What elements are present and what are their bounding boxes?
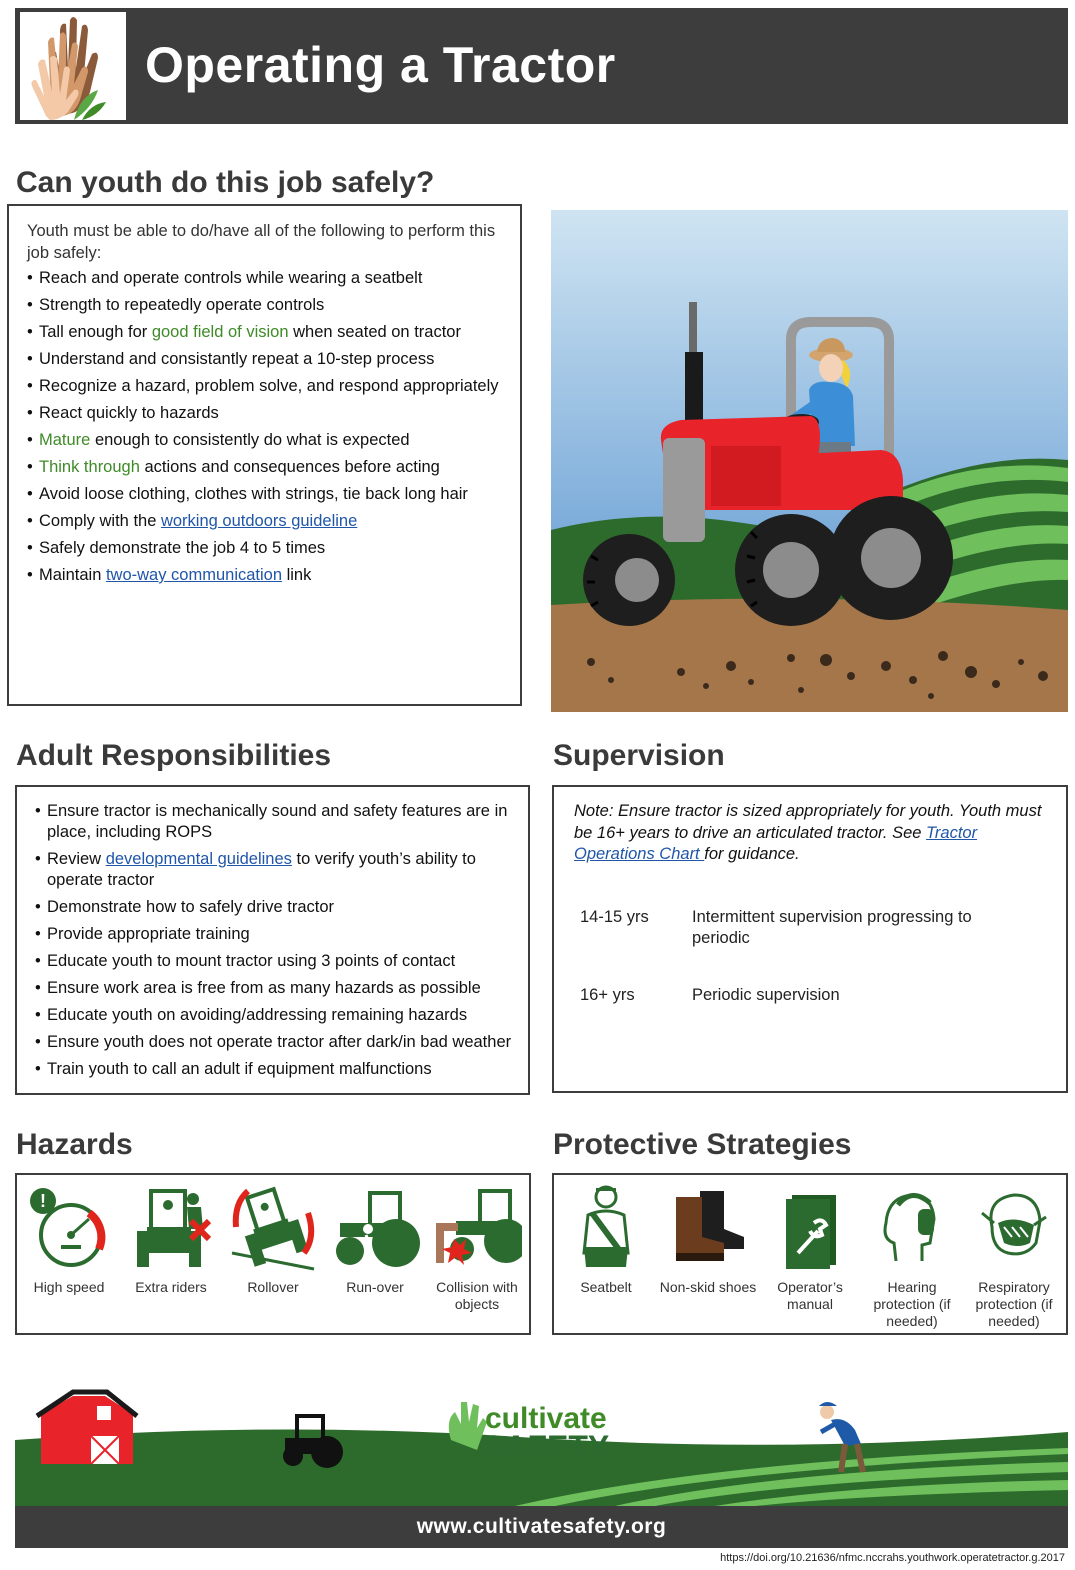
supervision-note-text: Note: Ensure tractor is sized appropriately for youth. Youth must be 16+ years to drive an articulated tractor. See	[574, 802, 1042, 842]
brand-top: cultivate	[485, 1402, 607, 1435]
manual-icon	[770, 1183, 850, 1275]
requirements-heading: Can youth do this job safely?	[16, 166, 435, 199]
hazards-heading: Hazards	[16, 1128, 133, 1161]
adult-list	[35, 801, 520, 1080]
requirement-text: Tall enough for	[39, 323, 152, 341]
responsibility-text: Educate youth to mount tractor using 3 points of contact	[47, 952, 456, 970]
supervision-box	[552, 785, 1068, 1093]
brand-bottom: SAFETY	[483, 1429, 610, 1465]
barn-icon	[37, 1392, 137, 1464]
supervision-note	[574, 801, 1056, 866]
hazard-rollover	[223, 1183, 323, 1296]
hazard-label: Rollover	[247, 1279, 299, 1295]
requirement-link[interactable]: two-way communication	[105, 566, 283, 584]
requirement-item	[27, 457, 510, 478]
collision-icon	[432, 1183, 522, 1275]
header-bar	[15, 8, 1068, 124]
requirements-box	[7, 204, 522, 706]
responsibility-link[interactable]: developmental guidelines	[105, 850, 292, 868]
footer-bar	[15, 1506, 1068, 1548]
boot-icon	[666, 1183, 750, 1275]
adult-box	[15, 785, 530, 1095]
tractor-illustration	[551, 210, 1068, 712]
responsibility-text: Ensure work area is free from as many hazards as possible	[47, 979, 481, 997]
doi-text: https://doi.org/10.21636/nfmc.nccrahs.youthwork.operatetractor.g.2017	[720, 1552, 1065, 1564]
requirement-item	[27, 538, 510, 559]
requirement-text: Safely demonstrate the job 4 to 5 times	[39, 539, 326, 557]
rollover-icon	[228, 1183, 318, 1275]
run-over-icon	[330, 1183, 420, 1275]
hazard-high-speed	[19, 1183, 119, 1296]
responsibility-item	[35, 801, 520, 843]
protective-boots	[658, 1183, 758, 1296]
protective-label: Operator’s manual	[777, 1279, 843, 1312]
requirement-item	[27, 376, 510, 397]
requirement-item	[27, 349, 510, 370]
speedometer-icon	[29, 1183, 109, 1275]
requirement-text: Avoid loose clothing, clothes with strings, tie back long hair	[39, 485, 468, 503]
protective-respirator	[964, 1183, 1064, 1330]
page-title: Operating a Tractor	[145, 37, 616, 93]
requirement-item	[27, 403, 510, 424]
protective-seatbelt	[556, 1183, 656, 1296]
supervision-desc: Intermittent supervision progressing to periodic	[692, 908, 972, 947]
respirator-icon	[974, 1183, 1054, 1275]
responsibility-text: Demonstrate how to safely drive tractor	[47, 898, 335, 916]
requirement-highlight: Mature	[39, 431, 91, 449]
protective-hearing	[862, 1183, 962, 1330]
requirement-item	[27, 295, 510, 316]
requirement-item	[27, 268, 510, 289]
requirement-highlight: Think through	[39, 458, 140, 476]
requirement-text: Strength to repeatedly operate controls	[39, 296, 325, 314]
supervision-age: 14-15 yrs	[580, 908, 649, 926]
footer-illustration	[15, 1380, 1068, 1506]
requirement-text: Maintain	[39, 566, 106, 584]
hazard-run-over	[325, 1183, 425, 1296]
requirement-text: Understand and consistantly repeat a 10-step process	[39, 350, 435, 368]
hands-logo-icon	[20, 12, 126, 120]
seatbelt-icon	[566, 1183, 646, 1275]
responsibility-text-tail: to verify youth’s ability to operate tractor	[47, 850, 476, 889]
protective-manual	[760, 1183, 860, 1313]
supervision-age: 16+ yrs	[580, 986, 635, 1004]
requirement-text-tail: enough to consistently do what is expected	[90, 431, 410, 449]
protective-label: Non-skid shoes	[659, 1279, 757, 1295]
hazard-label: Extra riders	[135, 1279, 207, 1295]
responsibility-item	[35, 924, 520, 945]
responsibility-text: Educate youth on avoiding/addressing remaining hazards	[47, 1006, 468, 1024]
supervision-heading: Supervision	[553, 739, 725, 772]
protective-label: Seatbelt	[580, 1279, 632, 1295]
responsibility-text: Provide appropriate training	[47, 925, 250, 943]
requirement-text: Reach and operate controls while wearing a seatbelt	[39, 269, 423, 287]
requirement-text: React quickly to hazards	[39, 404, 219, 422]
requirements-list	[27, 268, 510, 586]
requirement-text-tail: link	[282, 566, 312, 584]
responsibility-text: Train youth to call an adult if equipment malfunctions	[47, 1060, 432, 1078]
requirement-item	[27, 565, 510, 586]
responsibility-item	[35, 1005, 520, 1026]
adult-heading: Adult Responsibilities	[16, 739, 332, 772]
requirements-intro: Youth must be able to do/have all of the following to perform this job safely:	[27, 222, 496, 262]
requirement-item	[27, 430, 510, 451]
hazard-extra-riders	[121, 1183, 221, 1296]
hazard-label: Run-over	[346, 1279, 404, 1295]
protective-label: Hearing protection (if needed)	[873, 1279, 951, 1329]
ear-protection-icon	[872, 1183, 952, 1275]
responsibility-item	[35, 978, 520, 999]
responsibility-item	[35, 1032, 520, 1053]
footer-url[interactable]: www.cultivatesafety.org	[416, 1515, 667, 1538]
requirement-text: Recognize a hazard, problem solve, and respond appropriately	[39, 377, 499, 395]
requirement-text-tail: actions and consequences before acting	[139, 458, 440, 476]
supervision-note-tail: for guidance.	[704, 845, 800, 863]
protective-box	[552, 1173, 1068, 1335]
requirement-text-tail: when seated on tractor	[288, 323, 461, 341]
hazard-collision	[427, 1183, 527, 1313]
requirement-item	[27, 484, 510, 505]
responsibility-item	[35, 849, 520, 891]
hazards-box	[15, 1173, 531, 1335]
hazard-label: High speed	[33, 1279, 105, 1295]
protective-label: Respiratory protection (if needed)	[975, 1279, 1053, 1329]
responsibility-item	[35, 1059, 520, 1080]
tractor-operations-chart-link[interactable]: Tractor Operations Chart	[574, 823, 978, 863]
responsibility-item	[35, 897, 520, 918]
extra-riders-icon	[131, 1183, 211, 1275]
protective-heading: Protective Strategies	[553, 1128, 852, 1161]
requirement-text: Comply with the	[39, 512, 161, 530]
requirement-item	[27, 322, 510, 343]
supervision-desc: Periodic supervision	[692, 986, 840, 1004]
hands-logo	[20, 12, 126, 120]
hazard-label: Collision with objects	[436, 1279, 518, 1312]
requirement-item	[27, 511, 510, 532]
requirement-highlight: good field of vision	[151, 323, 289, 341]
responsibility-text: Review	[47, 850, 106, 868]
responsibility-text: Ensure tractor is mechanically sound and safety features are in place, including ROPS	[47, 802, 508, 841]
responsibility-item	[35, 951, 520, 972]
responsibility-text: Ensure youth does not operate tractor after dark/in bad weather	[47, 1033, 512, 1051]
svg-text:!: !	[40, 1191, 46, 1211]
requirement-link[interactable]: working outdoors guideline	[160, 512, 358, 530]
